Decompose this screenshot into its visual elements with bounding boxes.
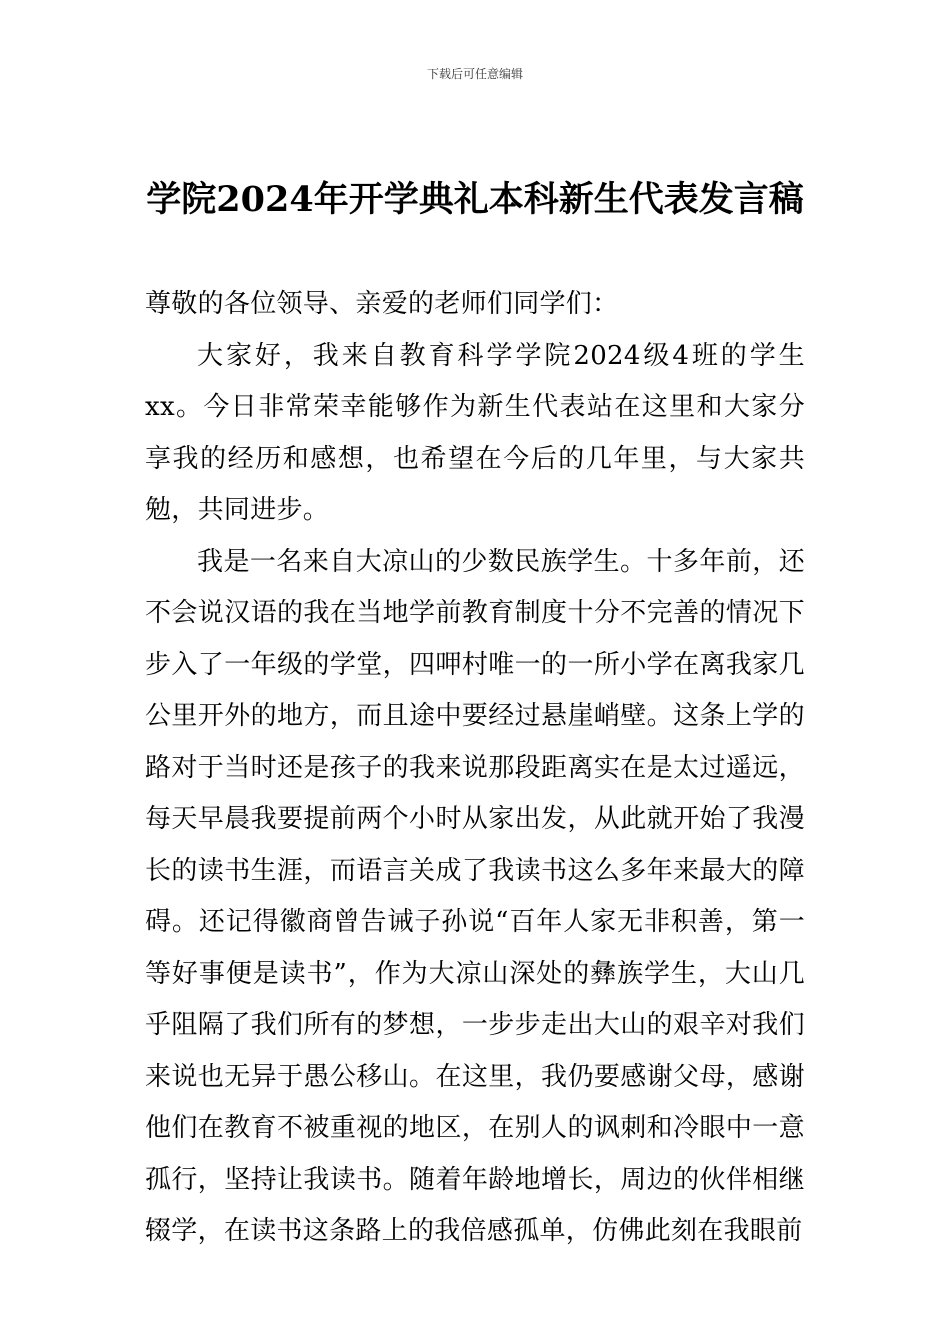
paragraph: 我是一名来自大凉山的少数民族学生。十多年前，还不会说汉语的我在当地学前教育制度十分不完善的情况下步入了一年级的学堂，四呷村唯一的一所小学在离我家几公里开外的地方，而且途中要经过悬崖峭壁。这条上学的路对于当时还是孩子的我来说那段距离实在是太过遥远，每天早晨我要提前两个小时从家出发，从此就开始了我漫长的读书生涯，而语言关成了我读书这么多年来最大的障碍。还记得徽商曾告诫子孙说“百年人家无非积善，第一等好事便是读书”，作为大凉山深处的彝族学生，大山几乎阻隔了我们所有的梦想，一步步走出大山的艰辛对我们来说也无异于愚公移山。在这里，我仍要感谢父母，感谢他们在教育不被重视的地区，在别人的讽刺和冷眼中一意孤行，坚持让我读书。随着年龄地增长，周边的伙伴相继辍学，在读书这条路上的我倍感孤单，仿佛此刻在我眼前 [145,546,805,1246]
paragraph: 大家好，我来自教育科学学院2024级4班的学生xx。今日非常荣幸能够作为新生代表站在这里和大家分享我的经历和感想，也希望在今后的几年里，与大家共勉，共同进步。 [145,340,805,525]
document-body [145,279,805,1258]
header-note: 下载后可任意编辑 [426,67,523,81]
document-title: 学院2024年开学典礼本科新生代表发言稿 [146,179,804,220]
salutation: 尊敬的各位领导、亲爱的老师们同学们： [145,289,619,319]
